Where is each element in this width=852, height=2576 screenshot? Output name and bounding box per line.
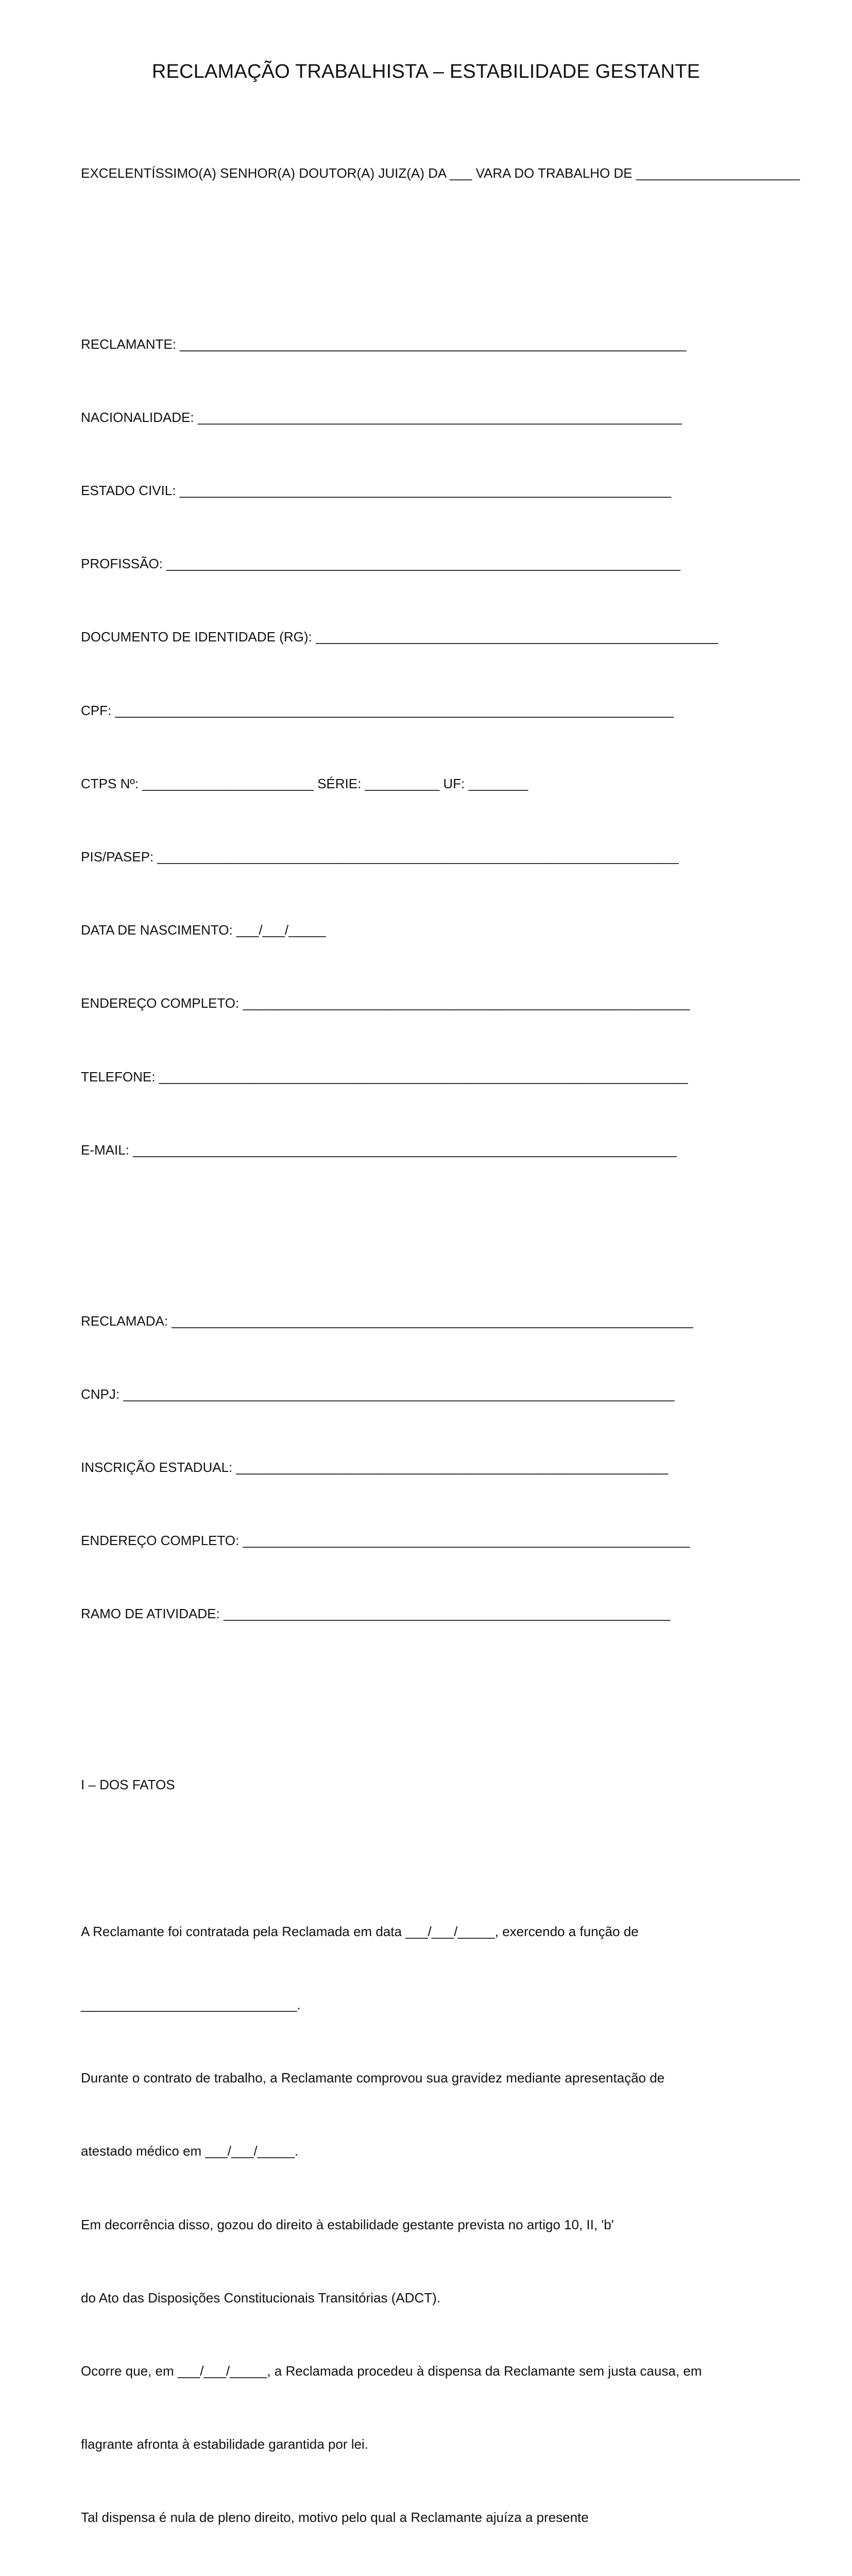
fatos-paragraph-line: atestado médico em ___/___/_____. [81,2143,299,2159]
document-title: RECLAMAÇÃO TRABALHISTA – ESTABILIDADE GESTANTE [151,61,701,82]
pis-field: PIS/PASEP: ______________________________________________________________________ [81,849,679,865]
fatos-paragraph-line: flagrante afronta à estabilidade garantida por lei. [81,2436,368,2452]
reclamante-endereco-field: ENDEREÇO COMPLETO: ____________________________________________________________ [81,995,690,1011]
fatos-paragraph-line: _____________________________. [81,1996,301,2012]
reclamada-field: RECLAMADA: ______________________________________________________________________ [81,1313,693,1329]
fatos-paragraph-line: Ocorre que, em ___/___/_____, a Reclamada procedeu à dispensa da Reclamante sem justa causa, em [81,2363,702,2379]
fatos-paragraph-line: A Reclamante foi contratada pela Reclamada em data ___/___/_____, exercendo a função de [81,1923,639,1939]
estado-civil-field: ESTADO CIVIL: __________________________________________________________________ [81,483,672,499]
spacer [81,1675,843,1700]
fatos-paragraph-line: Em decorrência disso, gozou do direito à estabilidade gestante prevista no artigo 10, II, 'b' [81,2216,614,2232]
profissao-field: PROFISSÃO: _____________________________________________________________________ [81,556,680,572]
cpf-field: CPF: ___________________________________________________________________________ [81,702,674,718]
nacionalidade-field: NACIONALIDADE: _________________________________________________________________ [81,409,682,425]
fatos-paragraph-line: Tal dispensa é nula de pleno direito, motivo pelo qual a Reclamante ajuíza a presente [81,2510,589,2526]
reclamada-endereco-field: ENDEREÇO COMPLETO: ____________________________________________________________ [81,1533,690,1549]
spacer [81,1846,843,1871]
ramo-atividade-field: RAMO DE ATIVIDADE: ____________________________________________________________ [81,1606,671,1622]
telefone-field: TELEFONE: _______________________________________________________________________ [81,1069,688,1084]
email-field: E-MAIL: _________________________________________________________________________ [81,1142,677,1158]
document-body [81,112,843,2576]
spacer [81,234,843,259]
inscricao-estadual-field: INSCRIÇÃO ESTADUAL: __________________________________________________________ [81,1460,669,1476]
cnpj-field: CNPJ: __________________________________________________________________________ [81,1386,675,1402]
fatos-paragraph-line: do Ato das Disposições Constitucionais Transitórias (ADCT). [81,2290,440,2306]
fatos-paragraph-line: Durante o contrato de trabalho, a Reclamante comprovou sua gravidez mediante apresentação de [81,2070,665,2086]
spacer [81,1211,843,1235]
ctps-field: CTPS Nº: _______________________ SÉRIE: __________ UF: ________ [81,775,529,791]
nascimento-field: DATA DE NASCIMENTO: ___/___/_____ [81,922,326,938]
section-heading-fatos: I – DOS FATOS [81,1777,175,1793]
addressee-line: EXCELENTÍSSIMO(A) SENHOR(A) DOUTOR(A) JUIZ(A) DA ___ VARA DO TRABALHO DE ______________________ [81,165,800,181]
reclamante-field: RECLAMANTE: ____________________________________________________________________ [81,336,687,352]
rg-field: DOCUMENTO DE IDENTIDADE (RG): ______________________________________________________ [81,629,718,645]
